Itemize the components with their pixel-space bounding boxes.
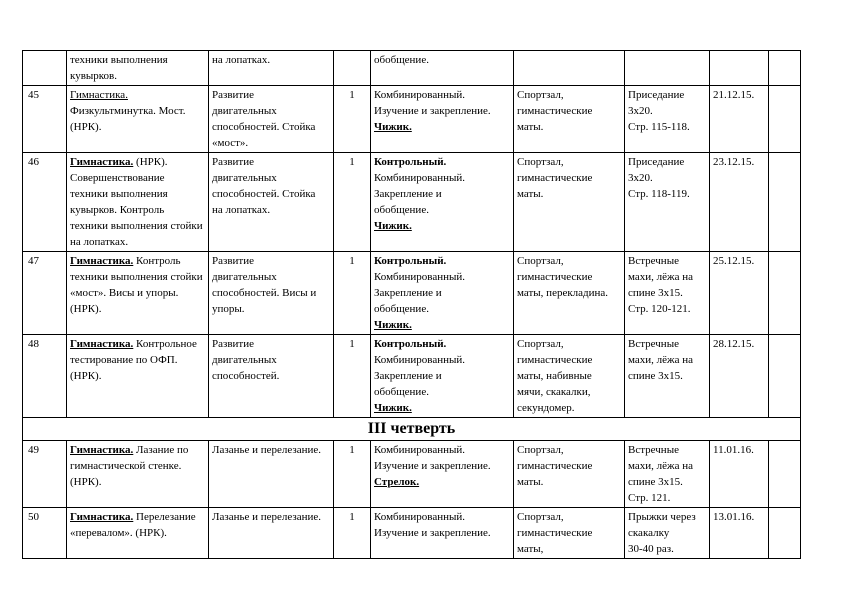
lesson-plan-table: [22, 50, 801, 559]
lesson-elements: Лазанье и перелезание.: [209, 508, 334, 559]
homework: Приседание 3х20. Стр. 115-118.: [625, 86, 710, 153]
lesson-elements: Развитие двигательных способностей. Стойка на лопатках.: [209, 153, 334, 252]
empty-cell: [769, 508, 801, 559]
table-row: [23, 86, 801, 153]
lesson-type: Контрольный. Комбинированный. Закрепление и обобщение. Чижик.: [371, 335, 514, 418]
lesson-date: 13.01.16.: [710, 508, 769, 559]
lesson-date: 28.12.15.: [710, 335, 769, 418]
lesson-topic: Гимнастика. (НРК). Совершенствование техники выполнения кувырков. Контроль техники выполнения стойки на лопатках.: [67, 153, 209, 252]
table-row: [23, 51, 801, 86]
lesson-number: 46: [23, 153, 67, 252]
lesson-hours: 1: [334, 252, 371, 335]
equipment: [514, 51, 625, 86]
quarter-title: III четверть: [23, 418, 801, 441]
equipment: Спортзал, гимнастические маты.: [514, 86, 625, 153]
lesson-date: 23.12.15.: [710, 153, 769, 252]
lesson-number: 47: [23, 252, 67, 335]
lesson-elements: на лопатках.: [209, 51, 334, 86]
game-name: Чижик.: [374, 402, 412, 414]
lesson-elements: Развитие двигательных способностей.: [209, 335, 334, 418]
table-row: [23, 335, 801, 418]
lesson-number: 49: [23, 441, 67, 508]
homework: Встречные махи, лёжа на спине 3х15. Стр. 120-121.: [625, 252, 710, 335]
lesson-date: 25.12.15.: [710, 252, 769, 335]
table-row: [23, 441, 801, 508]
equipment: Спортзал, гимнастические маты.: [514, 441, 625, 508]
empty-cell: [769, 86, 801, 153]
homework: Приседание 3х20. Стр. 118-119.: [625, 153, 710, 252]
equipment: Спортзал, гимнастические маты,: [514, 508, 625, 559]
lesson-type: Комбинированный. Изучение и закрепление. Стрелок.: [371, 441, 514, 508]
game-name: Чижик.: [374, 121, 412, 133]
lesson-elements: Развитие двигательных способностей. Стойка «мост».: [209, 86, 334, 153]
quarter-header-row: [23, 418, 801, 441]
lesson-hours: 1: [334, 335, 371, 418]
game-name: Стрелок.: [374, 476, 420, 488]
lesson-topic: Гимнастика. Контроль техники выполнения стойки «мост». Висы и упоры. (НРК).: [67, 252, 209, 335]
lesson-topic: Гимнастика. Перелезание «перевалом». (НРК).: [67, 508, 209, 559]
table-row: [23, 508, 801, 559]
lesson-type: Контрольный. Комбинированный. Закрепление и обобщение. Чижик.: [371, 252, 514, 335]
lesson-number: [23, 51, 67, 86]
homework: Прыжки через скакалку 30-40 раз.: [625, 508, 710, 559]
lesson-hours: 1: [334, 153, 371, 252]
lesson-type: Контрольный. Комбинированный. Закрепление и обобщение. Чижик.: [371, 153, 514, 252]
lesson-number: 50: [23, 508, 67, 559]
lesson-elements: Лазанье и перелезание.: [209, 441, 334, 508]
game-name: Чижик.: [374, 220, 412, 232]
lesson-date: 21.12.15.: [710, 86, 769, 153]
table-row: [23, 252, 801, 335]
homework: Встречные махи, лёжа на спине 3х15.: [625, 335, 710, 418]
homework: [625, 51, 710, 86]
empty-cell: [769, 335, 801, 418]
lesson-number: 48: [23, 335, 67, 418]
lesson-topic: Гимнастика. Физкультминутка. Мост. (НРК).: [67, 86, 209, 153]
table-row: [23, 153, 801, 252]
empty-cell: [769, 441, 801, 508]
lesson-topic: техники выполнения кувырков.: [67, 51, 209, 86]
empty-cell: [769, 252, 801, 335]
lesson-elements: Развитие двигательных способностей. Висы и упоры.: [209, 252, 334, 335]
lesson-hours: 1: [334, 441, 371, 508]
lesson-date: [710, 51, 769, 86]
lesson-hours: 1: [334, 86, 371, 153]
lesson-type: Комбинированный. Изучение и закрепление. Чижик.: [371, 86, 514, 153]
equipment: Спортзал, гимнастические маты.: [514, 153, 625, 252]
lesson-number: 45: [23, 86, 67, 153]
lesson-hours: 1: [334, 508, 371, 559]
empty-cell: [769, 153, 801, 252]
game-name: Чижик.: [374, 319, 412, 331]
lesson-date: 11.01.16.: [710, 441, 769, 508]
lesson-hours: [334, 51, 371, 86]
homework: Встречные махи, лёжа на спине 3х15. Стр. 121.: [625, 441, 710, 508]
equipment: Спортзал, гимнастические маты, набивные мячи, скакалки, секундомер.: [514, 335, 625, 418]
empty-cell: [769, 51, 801, 86]
lesson-type: обобщение.: [371, 51, 514, 86]
lesson-topic: Гимнастика. Контрольное тестирование по ОФП. (НРК).: [67, 335, 209, 418]
equipment: Спортзал, гимнастические маты, перекладина.: [514, 252, 625, 335]
lesson-topic: Гимнастика. Лазание по гимнастической стенке. (НРК).: [67, 441, 209, 508]
lesson-type: Комбинированный. Изучение и закрепление.: [371, 508, 514, 559]
